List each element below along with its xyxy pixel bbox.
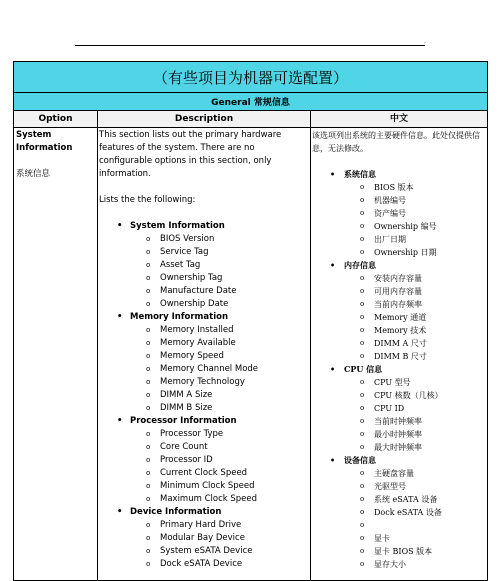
- list-item: o BIOS Version: [99, 233, 309, 246]
- list-item: o Processor ID: [99, 454, 309, 467]
- list-item: o Memory Channel Mode: [99, 363, 309, 376]
- list-group-heading: • 内存信息: [312, 259, 487, 272]
- list-item: o Service Tag: [99, 246, 309, 259]
- list-item: o System eSATA Device: [99, 545, 309, 558]
- list-item: o Ownership 编号: [312, 220, 487, 233]
- list-item: o BIOS 版本: [312, 181, 487, 194]
- list-item: o Primary Hard Drive: [99, 519, 309, 532]
- list-item: o Dock eSATA Device: [99, 558, 309, 571]
- list-item: o 显存大小: [312, 558, 487, 571]
- list-item: o 资产编号: [312, 207, 487, 220]
- chinese-feature-list: [312, 168, 487, 571]
- list-item: o Core Count: [99, 441, 309, 454]
- column-header-chinese: 中文: [389, 114, 408, 124]
- table-title: （有些项目为机器可选配置）: [14, 62, 487, 93]
- list-item: o Current Clock Speed: [99, 467, 309, 480]
- list-item: o 显卡 BIOS 版本: [312, 545, 487, 558]
- list-item: o Ownership 日期: [312, 246, 487, 259]
- option-cell: [16, 129, 96, 181]
- list-item: o 可用内存容量: [312, 285, 487, 298]
- list-item: o 当前内存频率: [312, 298, 487, 311]
- option-name-line2: Information: [16, 143, 73, 153]
- list-item: o Manufacture Date: [99, 285, 309, 298]
- list-group-heading: • Memory Information: [99, 311, 309, 324]
- list-item: o Ownership Date: [99, 298, 309, 311]
- top-rule: [75, 45, 425, 46]
- list-item: o DIMM A Size: [99, 389, 309, 402]
- column-divider: [310, 111, 311, 580]
- list-group-heading: • 系统信息: [312, 168, 487, 181]
- description-lead: Lists the the following:: [99, 195, 196, 205]
- list-item: o Memory 通道: [312, 311, 487, 324]
- list-item: o Memory Speed: [99, 350, 309, 363]
- list-item: [312, 519, 487, 532]
- section-header: General 常规信息: [14, 93, 487, 111]
- list-group-heading: • 设备信息: [312, 454, 487, 467]
- chinese-cell: [312, 129, 487, 571]
- list-item: o 安装内存容量: [312, 272, 487, 285]
- list-item: o Memory Technology: [99, 376, 309, 389]
- list-item: o 光驱型号: [312, 480, 487, 493]
- list-group-heading: • Device Information: [99, 506, 309, 519]
- list-item: o DIMM B 尺寸: [312, 350, 487, 363]
- list-item: o Memory Available: [99, 337, 309, 350]
- list-group-heading: • Processor Information: [99, 415, 309, 428]
- list-item: o Memory 技术: [312, 324, 487, 337]
- list-item: o DIMM A 尺寸: [312, 337, 487, 350]
- bios-options-table: [13, 61, 488, 581]
- list-item: o 出厂日期: [312, 233, 487, 246]
- list-item: o 主硬盘容量: [312, 467, 487, 480]
- list-item: o Memory Installed: [99, 324, 309, 337]
- list-item: o 系统 eSATA 设备: [312, 493, 487, 506]
- description-cell: [99, 129, 309, 571]
- option-name-chinese: 系统信息: [16, 169, 51, 179]
- list-item: o Processor Type: [99, 428, 309, 441]
- list-item: o 机器编号: [312, 194, 487, 207]
- list-item: o 显卡: [312, 532, 487, 545]
- list-item: o CPU 核数（几核）: [312, 389, 487, 402]
- chinese-intro: 该选项列出系统的主要硬件信息。此处仅提供信息，无法修改。: [312, 131, 480, 153]
- list-item: o Maximum Clock Speed: [99, 493, 309, 506]
- list-item: o Minimum Clock Speed: [99, 480, 309, 493]
- description-feature-list: [99, 220, 309, 571]
- list-group-heading: • CPU 信息: [312, 363, 487, 376]
- description-intro: This section lists out the primary hardware features of the system. There are no configurable options in this section, only information.: [99, 130, 282, 179]
- list-group-heading: • System Information: [99, 220, 309, 233]
- list-item: o DIMM B Size: [99, 402, 309, 415]
- list-item: o CPU ID: [312, 402, 487, 415]
- top-dot: .: [424, 38, 426, 45]
- list-item: o 最小时钟频率: [312, 428, 487, 441]
- list-item: o Asset Tag: [99, 259, 309, 272]
- list-item: o Dock eSATA 设备: [312, 506, 487, 519]
- column-header-row: [14, 111, 487, 128]
- column-header-option: Option: [38, 114, 73, 124]
- column-header-description: Description: [174, 114, 234, 124]
- list-item: o Modular Bay Device: [99, 532, 309, 545]
- list-item: o Ownership Tag: [99, 272, 309, 285]
- list-item: o 最大时钟频率: [312, 441, 487, 454]
- column-divider: [97, 111, 98, 580]
- list-item: o CPU 型号: [312, 376, 487, 389]
- list-item: o 当前时钟频率: [312, 415, 487, 428]
- option-name-line1: System: [16, 130, 52, 140]
